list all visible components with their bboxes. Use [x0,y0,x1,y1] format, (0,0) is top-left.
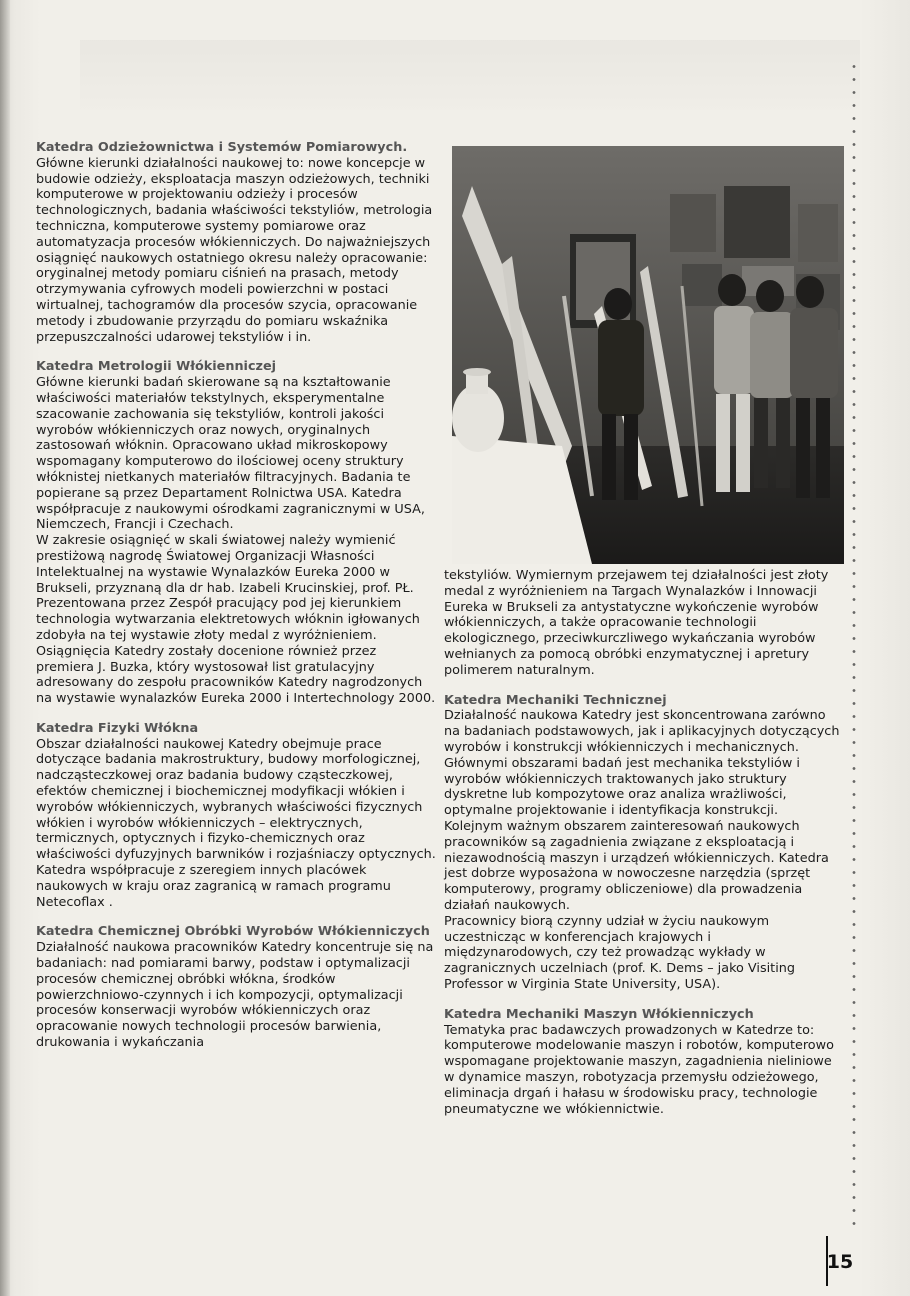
dotted-margin-border [852,60,856,1230]
section-heading: Katedra Chemicznej Obróbki Wyrobów Włókienniczych [36,924,430,940]
photo-illustration [452,146,844,564]
section-paragraph: Działalność naukowa Katedry jest skoncentrowana zarówno na badaniach podstawowych, jak i aplikacyjnych dotyczących wyrobów i konstrukcji włókienniczych i mechanicznych. Głównymi obszarami badań jest mechanika tekstyliów i wyrobów włókienniczych traktowanych jako struktury dyskretne lub kompozytowe oraz analiza wrażliwości, optymalne projektowanie i identyfikacja konstrukcji. Kolejnym ważnym obszarem zainteresowań naukowych pracowników są zagadnienia związane z eksploatacją i niezawodnością maszyn i urządzeń włókienniczych. Katedra jest dobrze wyposażona w nowoczesne narzędzia (sprzęt komputerowy, programy obliczeniowe) dla prowadzenia działań naukowych. [444,708,840,913]
article-section [36,924,436,1050]
left-column [36,140,436,1065]
article-section [444,568,840,679]
section-paragraph: Obszar działalności naukowej Katedry obejmuje prace dotyczące badania makrostruktury, budowy morfologicznej, nadcząsteczkowej oraz badania budowy cząsteczkowej, efektów chemicznej i biochemicznej modyfikacji włókien i wyrobów włókienniczych, wybranych właściwości fizycznych włókien i wyrobów włókienniczych – elektrycznych, termicznych, optycznych i fizyko-chemicznych oraz właściwości dyfuzyjnych barwników i rozjaśniaczy optycznych. [36,736,436,863]
section-paragraph: Pracownicy biorą czynny udział w życiu naukowym uczestnicząc w konferencjach krajowych i międzynarodowych, czy też prowadząc wykłady w zagranicznych uczelniach (prof. K. Dems – jako Visiting Professor w Virginia State University, USA). [444,913,795,992]
article-section [36,140,436,345]
section-heading: Katedra Fizyki Włókna [36,720,199,736]
section-paragraph: Katedra współpracuje z szeregiem innych placówek naukowych w kraju oraz zagranicą w ramach programu Netecoflax . [36,863,391,910]
article-section [444,1007,840,1118]
article-section [36,359,436,707]
binding-shadow [0,0,10,1296]
section-heading: Katedra Mechaniki Technicznej [444,692,667,708]
page-top-strip [80,40,860,110]
section-heading: Katedra Odzieżownictwa i Systemów Pomiarowych. [36,140,408,155]
section-heading: Katedra Metrologii Włókienniczej [36,359,277,375]
right-column [444,568,840,1131]
section-paragraph: Działalność naukowa pracowników Katedry koncentruje się na badaniach: nad pomiarami barwy, podstaw i optymalizacji procesów chemicznej obróbki włókna, środków powierzchniowo-czynnych i ich kompozycji, optymalizacji procesów konserwacji wyrobów włókienniczych oraz opracowanie nowych technologii procesów barwienia, drukowania i wykańczania [36,940,434,1051]
page-number: 15 [826,1251,854,1273]
section-paragraph: W zakresie osiągnięć w skali światowej należy wymienić prestiżową nagrodę Światowej Organizacji Własności Intelektualnej na wystawie Wynalazków Eureka 2000 w Brukseli, przyznaną dla dr hab. Izabeli Krucinskiej, prof. PŁ. Prezentowana przez Zespół pracujący pod jej kierunkiem technologia wytwarzania elektretowych włóknin igłowanych zdobyła na tej wystawie złoty medal z wyróżnieniem. Osiągnięcia Katedry zostały docenione również przez premiera J. Buzka, który wystosował list gratulacyjny adresowany do zespołu pracowników Katedry nagrodzonych na wystawie wynalazków Eureka 2000 i Intertechnology 2000. [36,533,436,707]
section-paragraph: Główne kierunki działalności naukowej to: nowe koncepcje w budowie odzieży, eksploatacja maszyn odzieżowych, techniki komputerowe w projektowaniu odzieży i procesów technologicznych, badania właściwości tekstyliów, metrologia techniczna, komputerowe systemy pomiarowe oraz automatyzacja procesów włókienniczych. Do najważniejszych osiągnięć naukowych ostatniego okresu należy opracowanie: oryginalnej metody pomiaru ciśnień na prasach, metody otrzymywania cyfrowych modeli powierzchni w postaci wirtualnej, tachogramów dla procesów szycia, opracowanie metody i zbudowanie przyrządu do pomiaru wskaźnika przepuszczalności udarowej tekstyliów i in. [36,155,433,345]
section-heading: Katedra Mechaniki Maszyn Włókienniczych [444,1006,754,1022]
photo-studio-image [452,146,844,564]
section-paragraph: tekstyliów. Wymiernym przejawem tej działalności jest złoty medal z wyróżnieniem na Targach Wynalazków i Innowacji Eureka w Brukseli za antystatyczne wykończenie wyrobów włókienniczych, a także opracowanie technologii ekologicznego, przeciwkurczliwego wykańczania wyrobów wełnianych za pomocą obróbki enzymatycznej i apretury polimerem naturalnym. [444,568,829,678]
section-paragraph: Główne kierunki badań skierowane są na kształtowanie właściwości materiałów tekstylnych, eksperymentalne szacowanie zachowania się tekstyliów, kontroli jakości wyrobów włókienniczych oraz nowych, oryginalnych zastosowań włóknin. Opracowano układ mikroskopowy wspomagany komputerowo do ilościowej oceny struktury włóknistej nietkanych materiałów filtracyjnych. Badania te popierane są przez Departament Rolnictwa USA. Katedra współpracuje z naukowymi ośrodkami zagranicznymi w USA, Niemczech, Francji i Czechach. [36,375,425,533]
article-section [444,693,840,993]
section-paragraph: Tematyka prac badawczych prowadzonych w Katedrze to: komputerowe modelowanie maszyn i robotów, komputerowo wspomagane projektowanie maszyn, zagadnienia nieliniowe w dynamice maszyn, robotyzacja przemysłu odzieżowego, eliminacja drgań i hałasu w środowisku pracy, technologie pneumatyczne we włókiennictwie. [444,1022,834,1117]
article-section [36,721,436,911]
